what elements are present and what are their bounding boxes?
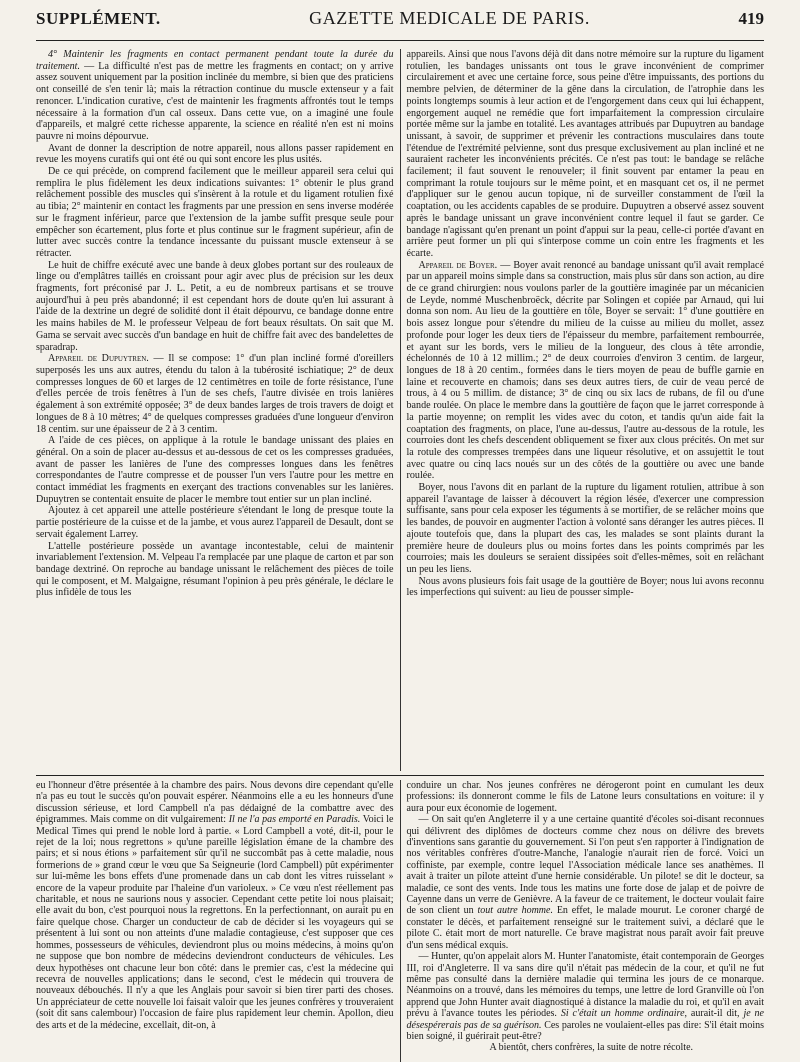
lower-right-column [400, 780, 765, 1062]
paragraph: Boyer, nous l'avons dit en parlant de la rupture du ligament rotulien, attribue à son appareil l'avantage de laisser à découvert la région lésée, d'exercer une compression suffisante, sans pour cela exposer les téguments à se mortifier, de se relâcher moins que les bandes, de pouvoir en augmenter l'action à volonté sans déranger les autres pièces. Il ajoute toutefois que, dans la plupart des cas, les malades se sont plaints durant la première heure de douleurs plus ou moins fortes dans les points comprimés par les courroies; mais les douleurs se seraient dissipées soit d'elles-mêmes, soit en relâchant un peu les liens. [406, 482, 764, 575]
paragraph: — On sait qu'en Angleterre il y a une certaine quantité d'écoles soi-disant reconnues qui délivrent des diplômes de docteurs comme chez nous on délivre des brevets d'inventions sans garantie du gouvernement. Si l'on peut s'en rapporter à l'indignation de nos véritables confrères d'outre-Manche, l'analogie n'aurait rien de forcé. Voici un coffiniste, par exemple, contre lequel l'Association médicale lance ses anathèmes. Il avait à traiter un pilote atteint d'une hernie considérable. Un pilote! se dit le docteur, sa maladie, ce sont des vents. Inde tous les matins une forte dose de jalap et de poivre de Cayenne dans un verre de Genièvre. A la faveur de ce traitement, le docteur voulait faire de son client un tout autre homme. En effet, le malade mourut. Le coroner chargé de constater le décès, et parfaitement renseigné sur le traitement suivi, a déclaré que le pilote C. était mort de mort naturelle. Ce brave magistrat nous paraît avoir fait preuve d'un sens médical exquis. [406, 814, 764, 951]
paragraph: appareils. Ainsi que nous l'avons déjà dit dans notre mémoire sur la rupture du ligament rotulien, les bandages unissants ont tous le grave inconvénient de comprimer circulairement et avec une certaine force, sous peine d'être impuissants, des portions du membre pelvien, de déterminer de la gêne dans la circulation, de l'atrophie dans les points longtemps soumis à leur action et de l'engorgement dans ceux qui lui échappent, engorgement auquel ne remédie que fort imparfaitement la compression circulaire portée même sur la jambe en totalité. Les avantages attribués par Dupuytren au bandage unissant, à savoir, de supprimer et prévenir les contractions musculaires dans toute l'étendue de l'extrémité pelvienne, sont dus presque exclusivement au plan incliné et ne sauraient racheter les inconvénients précités. Ce n'est pas tout: le bandage se relâche facilement; il faut souvent le renouveler; il finit souvent par entamer la peau en comprimant la rotule toujours sur le même point, et en masquant cet os, il ne permet d'appliquer sur le genou aucun topique, ni de surveiller constamment de l'œil la coaptation, ou les accidents capables de se produire. Dupuytren a observé assez souvent après le bandage unissant un grave inconvénient contre lequel il faut se garder. Ce bandage n'agissant qu'en prenant un point d'appui sur la peau, celle-ci portée d'avant en arrière peut former un pli qui s'interpose comme un coin entre les fragments et les écarte. [406, 49, 764, 259]
paragraph: conduire un char. Nos jeunes confrères ne dérogeront point en cumulant les deux professions: ils donneront comme le fils de Latone leurs consultations en voiture: il y aura pour eux économie de logement. [406, 780, 764, 814]
paragraph: — Hunter, qu'on appelait alors M. Hunter l'anatomiste, était contemporain de Georges III, roi d'Angleterre. Il va sans dire qu'il n'était pas médecin de la cour, et qu'il ne fut même pas consulté dans la dernière maladie qui termina les jours de ce monarque. Néanmoins on a trouvé, dans les mémoires du temps, une lettre de lord Granville où l'on apprend que John Hunter avait diagnostiqué à distance la maladie du roi, et qu'il en avait prévu à l'avance toutes les périodes. Si c'était un homme ordinaire, aurait-il dit, je ne désespérerais pas de sa guérison. Ces paroles ne voulaient-elles pas dire: S'il était moins bien soigné, il guérirait peut-être? [406, 951, 764, 1042]
page-number: 419 [738, 9, 764, 28]
paragraph: Avant de donner la description de notre appareil, nous allons passer rapidement en revue les moyens curatifs qui ont été ou qui sont encore les plus usités. [36, 142, 394, 166]
paragraph: Le huit de chiffre exécuté avec une bande à deux globes portant sur des rouleaux de linge ou d'emplâtres taillés en croissant pour agir avec plus de précision sur les deux fragments, fort préconisé par J. L. Petit, a eu de nombreux partisans et se trouve aujourd'hui à peu près abandonné; il est cependant hors de doute qu'en lui assurant à l'aide de la dextrine un degré de solidité dont il était dépourvu, ce bandage donne entre les mains habiles de M. le professeur Velpeau de fort beaux résultats. On sait que M. Gama se servait avec succès d'un bandage en huit de chiffre fait avec des bandelettes de sparadrap. [36, 259, 394, 353]
section-divider [36, 775, 764, 776]
upper-section [36, 49, 764, 771]
section-heading: Appareil de Boyer. [418, 259, 498, 271]
paragraph: eu l'honneur d'être présentée à la chambre des pairs. Nous devons dire cependant qu'elle n'a pas eu tout le succès qu'on pouvait espérer. Néanmoins elle a eu les honneurs d'une discussion sérieuse, et lord Campbell n'a pas dédaigné de la combattre avec des épigrammes. Mais comme on dit vulgairement: Il ne l'a pas emporté en Paradis. Voici le Medical Times qui prend le noble lord à partie. « Lord Campbell a voté, dit-il, pour le rejet de la loi; nous regrettons » qu'une pareille législation émane de la chambre des pairs; et si nous étions » parfaitement sûr qu'il ne succombât pas à cette maladie, nous formerions de » grand cœur le vœu que Sa Seigneurie (lord Campbell) pût expérimenter sur lui-même les bons effets d'une promenade dans un cab dont les vitres ruisselant » encore de la vapeur produite par l'haleine d'un varioleux. » Ce vœu n'est réellement pas charitable, et nous ne saurions nous y associer. Cependant cette petite loi nous plaisait; elle avait du bon, c'est pourquoi nous la regrettons. En la perfectionnant, on aurait pu en faire quelque chose. Charger un conducteur de cab de décider si les voyageurs qui se présentent à lui sont ou non atteints d'une maladie contagieuse, c'est supposer que ces hommes, possesseurs de véhicules, deviendront plus ou moins médecins, à moins qu'on ne suppose que bon nombre de médecins deviendront conducteurs de véhicules. Les deux hypothèses ont chacune leur bon côté: dans le premier cas, c'est la médecine qui recevra de nouvelles applications; dans le second, c'est le médecin qui trouvera de nouveaux débouchés. Il n'y a que les Anglais pour savoir si bien tirer parti des choses. Un appréciateur de cette nouvelle loi faisait valoir que les jeunes confrères y trouveraient (soit dit sans calembour) l'occasion de faire plus rapidement leur chemin. Apollon, dieu des arts et de la médecine, excellait, dit-on, à [36, 780, 394, 1031]
lower-section [36, 780, 764, 1062]
supplement-label: SUPPLÉMENT. [36, 9, 161, 28]
paragraph: Appareil de Boyer. — Boyer avait renoncé au bandage unissant qu'il avait remplacé par un appareil moins simple dans sa construction, mais plus sûr dans son action, au dire de ce grand chirurgien: nous voulons parler de la gouttière imaginée par un mécanicien de Leyde, nommé Muschenbroëck, décrite par Solingen et copiée par Arnaud, qui lui donna son nom. Au lieu de la gouttière en tôle, Boyer se servait: 1° d'une gouttière en bois assez longue pour s'étendre du milieu de la cuisse au milieu du mollet, assez profonde pour loger les deux tiers de l'épaisseur du membre, parfaitement rembourrée, et ayant sur les bords, vers le milieu de la longueur, des clous à tête arrondie, échelonnés de 10 à 12 millim.; 2° de deux courroies d'environ 3 centim. de largeur, longues de 18 à 20 centim., formées dans le tiers moyen de peau de buffle garnie en laine et recouverte en chamois; dans ses deux autres tiers, de cuir de veau percé de trous, à 4 ou 5 millim. de distance; 3° de cinq ou six lacs de rubans, de fil ou d'une bande roulée. On place le membre dans la gouttière de façon que le jarret corresponde à la partie moyenne; on remplit les vides avec du coton, et tandis qu'un aide fait la coaptation des fragments, on place, l'une au-dessus, l'autre au-dessous de la rotule, les courroies dont les chefs descendent obliquement se fixer aux clous précités. On met sur la rotule des compresses trempées dans une liqueur résolutive, et on assujettit le tout avec quatre ou cinq lacs noués sur un des côtés de la gouttière ou avec une bande roulée. [406, 259, 764, 482]
page-header [36, 8, 764, 41]
paragraph: 4° Maintenir les fragments en contact permanent pendant toute la durée du traitement. — La difficulté n'est pas de mettre les fragments en contact; on y arrive assez souvent uniquement par la position inclinée du membre, si bien que des praticiens ont conseillé de s'en tenir là; mais la rétraction continue du muscle extenseur y a fait renoncer. L'indication curative, c'est de maintenir les fragments affrontés tout le temps nécessaire à la formation d'un cal osseux. Dans cette vue, on a imaginé une foule d'appareils, et malgré cette richesse apparente, la science en réalité n'en est ni moins pauvre ni moins dépourvue. [36, 49, 394, 142]
paragraph: De ce qui précède, on comprend facilement que le meilleur appareil sera celui qui remplira le plus fidèlement les deux indications suivantes: 1° obtenir le plus grand relâchement possible des muscles qui s'insèrent à la rotule et du ligament rotulien fixé au tibia; 2° maintenir en contact les fragments par une pression en sens inverse modérée sur le fragment inférieur, parce que l'extension de la jambe suffit presque seule pour empêcher son écartement, plus forte et plus continue sur le fragment supérieur, afin de lutter avec succès contre la tendance incessante du puissant muscle extenseur à se rétracter. [36, 166, 394, 259]
paragraph: Nous avons plusieurs fois fait usage de la gouttière de Boyer; nous lui avons reconnu les imperfections qui suivent: au lieu de pousser simple- [406, 575, 764, 599]
upper-left-column [36, 49, 394, 771]
lower-left-column [36, 780, 394, 1062]
section-heading: Appareil de Dupuytren. [48, 353, 149, 365]
paragraph: A l'aide de ces pièces, on applique à la rotule le bandage unissant des plaies en général. On a soin de placer au-dessus et au-dessous de cet os les compresses graduées, avant de passer les lanières de l'une des compresses longues dans les fenêtres correspondantes de l'autre compresse et de pousser l'un vers l'autre pour les mettre en contact immédiat les fragments en exerçant des tractions convenables sur les lanières. Dupuytren se contentait ensuite de placer le membre tout entier sur un plan incliné. [36, 435, 394, 505]
upper-right-column [400, 49, 765, 771]
journal-title: GAZETTE MEDICALE DE PARIS. [309, 8, 591, 28]
paragraph: Ajoutez à cet appareil une attelle postérieure s'étendant le long de presque toute la partie postérieure de la cuisse et de la jambe, et vous aurez l'appareil de Desault, dont se servait également Larrey. [36, 505, 394, 540]
paragraph: A bientôt, chers confrères, la suite de notre récolte. [489, 1042, 694, 1054]
paragraph: Appareil de Dupuytren. — Il se compose: 1° d'un plan incliné formé d'oreillers superposés les uns aux autres, étendu du talon à la tubérosité ischiatique; 2° de deux compresses longues de 60 et larges de 12 centimètres en toile de forte résistance, l'une d'elles percée de trois fenêtres à l'un de ses chefs, l'autre divisée en trois lanières également à son extrémité opposée; 3° de deux bandes larges de trois travers de doigt et longues de 8 à 10 mètres; 4° de quelques compresses graduées d'une longueur d'environ 18 centim. sur une épaisseur de 2 à 3 centim. [36, 353, 394, 435]
paragraph: L'attelle postérieure possède un avantage incontestable, celui de maintenir invariablement l'extension. M. Velpeau l'a remplacée par une plaque de carton et par son bandage dextriné. On reproche au bandage unissant le relâchement des pièces de toile qui le composent, et M. Malgaigne, résumant l'opinion à peu près générale, le déclare le plus infidèle de tous les [36, 540, 394, 599]
